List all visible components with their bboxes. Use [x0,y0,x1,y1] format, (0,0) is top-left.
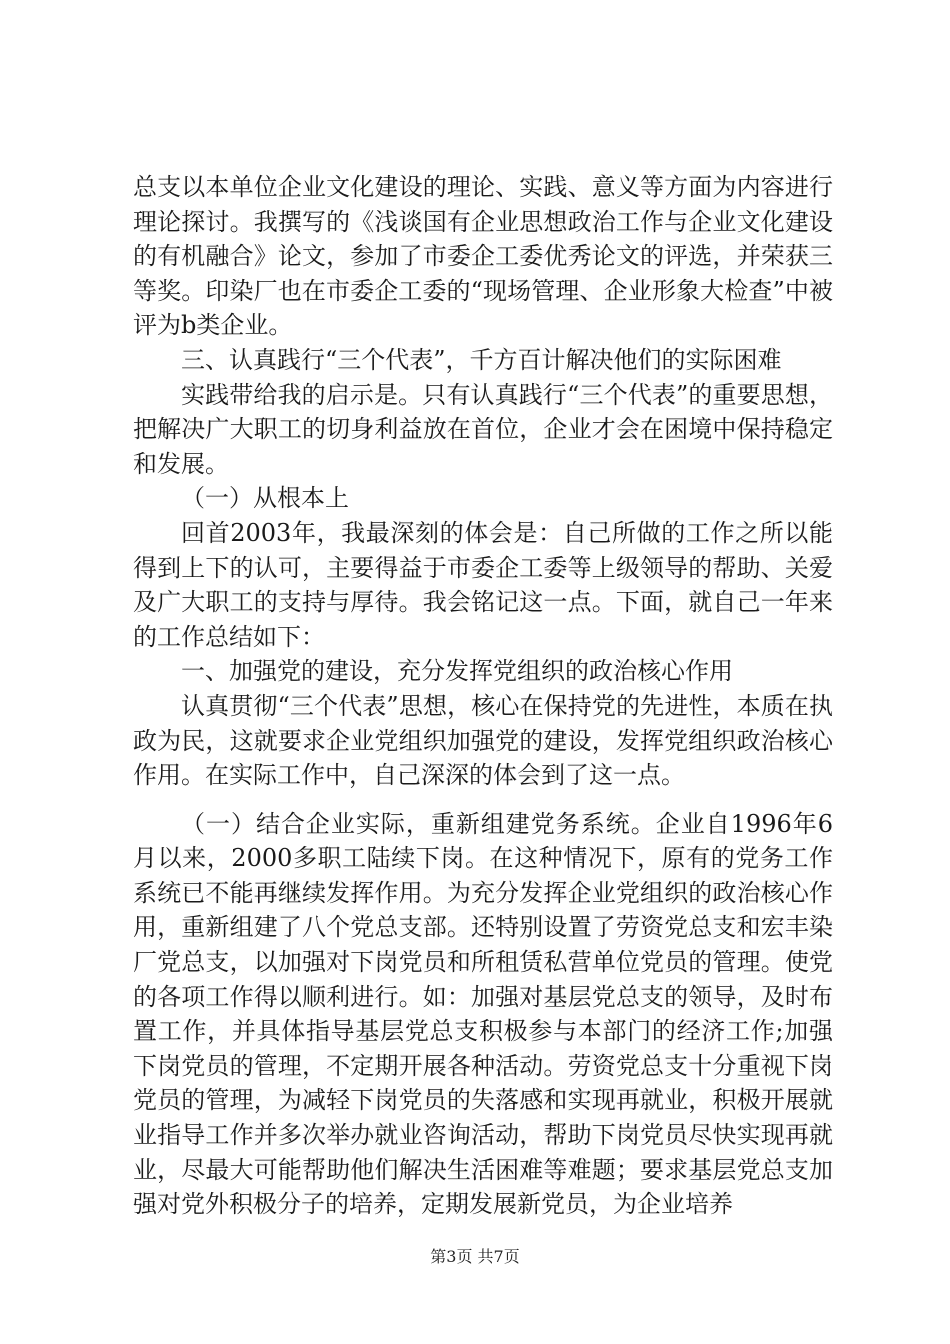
paragraph-section-one-heading: 一、加强党的建设，充分发挥党组织的政治核心作用 [181,657,733,686]
paragraph-8: （一）结合企业实际，重新组建党务系统。企业自1996年6月以来，2000多职工陆续下岗。在这种情况下，原有的党务工作系统已不能再继续发挥作用。为充分发挥企业党组织的政治核心作用，重新组建了八个党总支部。还特别设置了劳资党总支和宏丰染厂党总支，以加强对下岗党员和所租赁私营单位党员的管理。使党的各项工作得以顺利进行。如：加强对基层党总支的领导，及时布置工作，并具体指导基层党总支积极参与本部门的经济工作;加强下岗党员的管理，不定期开展各种活动。劳资党总支十分重视下岗党员的管理，为减轻下岗党员的失落感和实现再就业，积极开展就业指导工作并多次举办就业咨询活动，帮助下岗党员尽快实现再就业，尽最大可能帮助他们解决生活困难等难题；要求基层党总支加强对党外积极分子的培养，定期发展新党员，为企业培养 [133,809,833,1219]
page-footer: 第3页 共7页 [430,1247,520,1266]
paragraph-3: 实践带给我的启示是。只有认真践行“三个代表”的重要思想，把解决广大职工的切身利益放在首位，企业才会在困境中保持稳定和发展。 [133,380,833,478]
paragraph-section-three-heading: 三、认真践行“三个代表”，千方百计解决他们的实际困难 [181,345,782,374]
paragraph-1: 总支以本单位企业文化建设的理论、实践、意义等方面为内容进行理论探讨。我撰写的《浅谈国有企业思想政治工作与企业文化建设的有机融合》论文，参加了市委企工委优秀论文的评选，并荣获三等奖。印染厂也在市委企工委的“现场管理、企业形象大检查”中被评为b类企业。 [133,173,833,340]
paragraph-5: 回首2003年，我最深刻的体会是：自己所做的工作之所以能得到上下的认可，主要得益于市委企工委等上级领导的帮助、关爱及广大职工的支持与厚待。我会铭记这一点。下面，就自己一年来的工作总结如下： [133,518,833,651]
paragraph-7: 认真贯彻“三个代表”思想，核心在保持党的先进性，本质在执政为民，这就要求企业党组织加强党的建设，发挥党组织政治核心作用。在实际工作中，自己深深的体会到了这一点。 [133,691,833,790]
paragraph-subheading: （一）从根本上 [181,484,349,513]
document-body [133,170,833,1222]
